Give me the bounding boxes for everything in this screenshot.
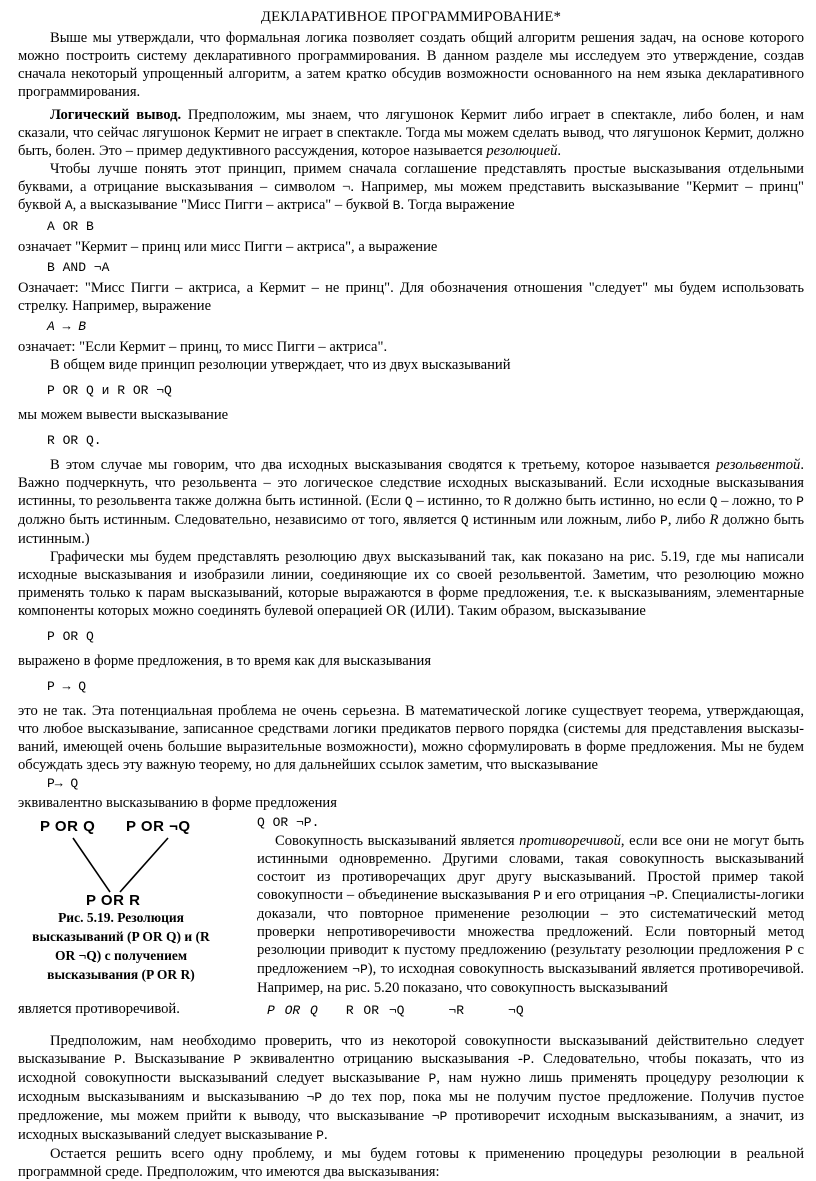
formula-a-or-b: A OR B [47,219,94,234]
right-column [257,814,804,1020]
formula-p-implies-q: P → Q [47,679,87,694]
figure-caption: Рис. 5.19. Резолюция высказываний (P OR Q) и (R OR ¬Q) с получением высказывания (P OR R) [32,910,210,982]
page-title: ДЕКЛАРАТИВНОЕ ПРОГРАММИРОВАНИЕ* [260,9,562,25]
formula-p-implies-q-2: P→ Q [47,776,79,791]
resolvent-paragraph: В этом случае мы говорим, что два исходных высказывания сводятся к третьему, которое называется резольвентой. Важно подчеркнуть, что резольвента – это логическое следствие исходных высказываний. Если исходные высказывания истинны, то резольвента также должна быть истинной. (Если Q – истинно, то R должно быть истинно, но если Q – ложно, то P должно быть истинным. Следовательно, независимо от того, является Q истинным или ложным, либо P, либо R должно быть истинным.) [18,457,804,547]
term-resolution: резолюцией [486,143,558,159]
figure-label-left: P OR Q [40,818,96,835]
text-line: В общем виде принцип резолюции утверждает, что из двух высказываний [50,357,511,373]
formula-resolution-premises: P OR Q и R OR ¬Q [47,383,172,398]
figure-line-left [73,838,110,892]
formula-a-implies-b: A → B [47,319,87,334]
text-line: мы можем вывести высказывание [18,407,229,423]
figure-row [18,814,805,1018]
last-paragraph: Остается решить всего одну проблему, и мы будем готовы к применению процедуры резолюции в реальной программной среде. Предположим, что имеются два высказывания: [18,1146,804,1180]
figure-label-bottom: P OR R [86,892,141,909]
formula-q-or-not-p: Q OR ¬P. [257,815,320,830]
formula-clause-set: P OR Q R OR ¬Q ¬R ¬Q [267,1003,524,1018]
term-resolvent: резольвентой [716,457,801,473]
formula-p-or-q: P OR Q [47,629,94,644]
contradiction-paragraph: Совокупность высказываний является противоречивой, если все они не могут быть истинными одновременно. Другими словами, такая совокупность высказываний состоит из противоречащих друг другу высказываний. Простой пример такой совокупности – объединение высказывания P и его отрицания ¬P. Специалисты-логики доказали, что повторное применение резолюции – это систематический метод проверки непротиворечивости множества предложений. Если повторный метод резолюции приводит к пустому предложению (результату резолюции предложения P с предложением ¬P), то исходная совокупность высказываний является противоречивой. Например, на рис. 5.20 показано, что совокупность высказываний [257,833,805,996]
formula-b-and-not-a: B AND ¬A [47,260,110,275]
section-heading: Логический вывод. [50,107,182,123]
text-line: означает: "Если Кермит – принц, то мисс Пигги – актриса". [18,339,388,355]
text-line: означает "Кермит – принц или мисс Пигги – актриса", а выражение [18,239,438,255]
intro-paragraph: Выше мы утверждали, что формальная логика позволяет создать общий алгоритм решения задач, на основе которого можно построить систему декларативного программирования. В данном разделе мы исследуем это утверждение, создав сначала некоторый упрощенный алгоритм, а затем кратко обсудив возможности основанного на нем языка декларативного программирования. [18,30,804,100]
logic-paragraph: Логический вывод. Предположим, мы знаем, что лягушонок Кермит либо играет в спектакле, либо болен, и нам сказали, что сейчас лягушонок Кермит не играет в спектакле. Тогда мы можем сделать вывод, что лягушонок Кермит, должно быть, болен. Это – пример дедуктивного рассуждения, которое называется резолюцией. [18,107,804,159]
text-line: выражено в форме предложения, в то время как для высказывания [18,653,432,669]
figure-line-right [120,838,168,892]
notation-paragraph: Чтобы лучше понять этот принцип, примем сначала соглашение представлять простые высказывания отдельными буквами, а отрицание высказывания – символом ¬. Например, мы можем представить высказывание "Кермит – принц" буквой A, а высказывание "Мисс Пигги – актриса" – буквой B. Тогда выражение [18,161,804,213]
document-page [18,8,804,1181]
problem-paragraph: это не так. Эта потенциальная проблема не очень серьезна. В математической логике существует теорема, утверждающая, что любое высказывание, записанное средствами логики предикатов первого порядка (системы для представления высказы- ваний, имеющей очень большие выразительные возможности), можно сформулировать в форме предложения. Мы не будем обсуждать здесь эту важную теорему, но для дальнейших ссылок заметим, что высказывание [18,703,804,773]
graph-paragraph: Графически мы будем представлять резолюцию двух высказываний так, как показано на рис. 5.19, где мы написали исходные высказывания и изобразили линии, соединяющие их со своей резольвентой. Заметим, что резолюцию можно применять только к парам высказываний, которые выражаются в форме предложения, т.е. к высказываниям, элементарные компоненты которых можно соединять булевой операцией OR (ИЛИ). Таким образом, высказывание [18,549,804,619]
figure-label-right: P OR ¬Q [126,818,191,835]
text-line: эквивалентно высказыванию в форме предложения [18,795,337,811]
text-line: является противоречивой. [18,1001,180,1017]
figure-5-19 [18,814,240,1000]
suppose-paragraph: Предположим, нам необходимо проверить, что из некоторой совокупности высказываний действительно следует высказывание P. Высказывание P эквивалентно отрицанию высказывания -P. Следовательно, чтобы показать, что из исходной совокупности высказываний следует высказывание P, нам нужно лишь применять процедуру резолюции к исходным высказываниям и высказыванию ¬P до тех пор, пока мы не получим пустое предложение. Получив пустое предложение, мы можем прийти к выводу, что высказывание ¬P противоречит исходным высказываниям, а значит, из исходных высказываний следует высказывание P. [18,1033,805,1143]
text-paragraph: Означает: "Мисс Пигги – актриса, а Кермит – не принц". Для обозначения отношения "следует" мы будем использовать стрелку. Например, выражение [18,280,804,314]
term-contradictory: противоречивой [519,833,621,849]
formula-resolvent: R OR Q. [47,433,102,448]
